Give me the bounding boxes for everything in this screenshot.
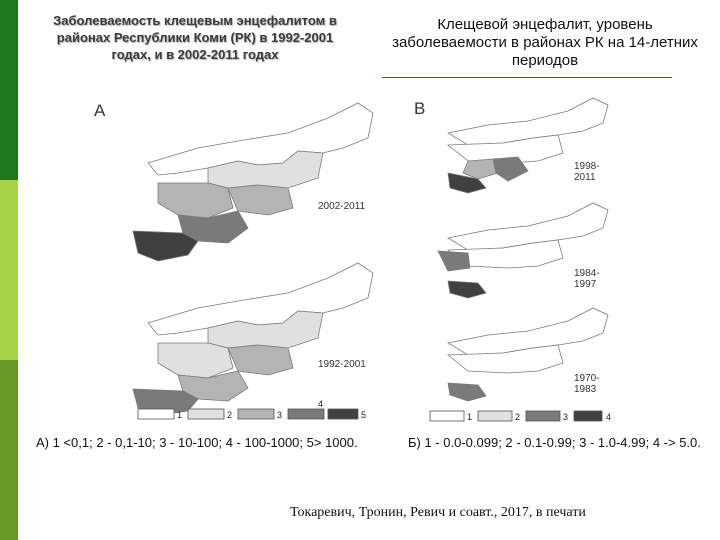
legend-a-label-2: 2 [227,410,233,420]
map-a-2002-2011 [133,103,373,261]
panel-a-letter: A [94,101,106,120]
legend-b-swatch-4 [574,411,602,421]
legend-a-swatch-2 [188,409,224,419]
legend-b-swatch-2 [478,411,512,421]
title-left: Заболеваемость клещевым энцефалитом в районах Республики Коми (РК) в 1992-2001 годах, и в 2002-2011 годах [53,13,337,62]
map-panel-a [88,93,380,423]
map-b2-north [448,203,608,250]
legend-b [430,411,611,422]
map-a-top-southwest [133,231,198,261]
map-b3-south [448,383,486,401]
legend-a-swatch-3 [238,409,274,419]
period-label-b-2: 1984-1997 [574,268,600,290]
map-b1-north [448,98,608,145]
legend-a-label-3: 3 [277,410,283,420]
panel-a-maps [88,93,380,423]
legend-a-label-1: 1 [177,410,183,420]
map-panel-b [408,93,620,423]
map-b2-south [448,281,486,298]
map-a-top-north [148,103,373,175]
legend-b-label-4: 4 [606,412,612,422]
sidebar-band-bottom [0,360,18,540]
caption-a: А) 1 <0,1; 2 - 0,1-10; 3 - 10-100; 4 - 100-1000; 5> 1000. [36,435,358,450]
panel-b-letter: B [414,99,426,118]
legend-b-label-3: 3 [563,412,569,422]
map-a-bottom-west [158,343,233,378]
map-a-bottom-east [228,345,293,375]
period-label-b-3: 1970-1983 [574,373,600,395]
map-a-top-east [228,185,293,215]
legend-a-swatch-5 [328,409,358,419]
slide-sidebar [0,0,18,540]
period-label-a-top: 2002-2011 [318,201,366,212]
map-a-top-west [158,183,233,218]
legend-b-swatch-1 [430,411,464,421]
period-label-a-bottom: 1992-2001 [318,359,366,370]
map-b1-west [463,159,498,179]
title-underline [382,77,672,78]
legend-a-swatch-4 [288,409,324,419]
legend-b-label-1: 1 [467,412,473,422]
sidebar-band-top [0,0,18,180]
sidebar-band-middle [0,180,18,360]
citation: Токаревич, Тронин, Ревич и соавт., 2017, в печати [290,505,586,520]
map-a-1992-2001 [133,263,373,415]
caption-b: Б) 1 - 0.0-0.099; 2 - 0.1-0.99; 3 - 1.0-4.99; 4 -> 5.0. [408,435,701,450]
legend-a-label-5: 5 [361,410,367,420]
period-label-b-1: 1998-2011 [574,161,600,183]
title-right: Клещевой энцефалит, уровень заболеваемости в районах РК на 14-летних периодов [392,16,698,69]
map-a-bottom-north [148,263,373,335]
legend-a-swatch-1 [138,409,174,419]
legend-a-label-4: 4 [318,399,324,409]
map-b3-north [448,308,608,355]
legend-b-label-2: 2 [515,412,521,422]
legend-b-swatch-3 [526,411,560,421]
map-b2-west [438,251,470,271]
